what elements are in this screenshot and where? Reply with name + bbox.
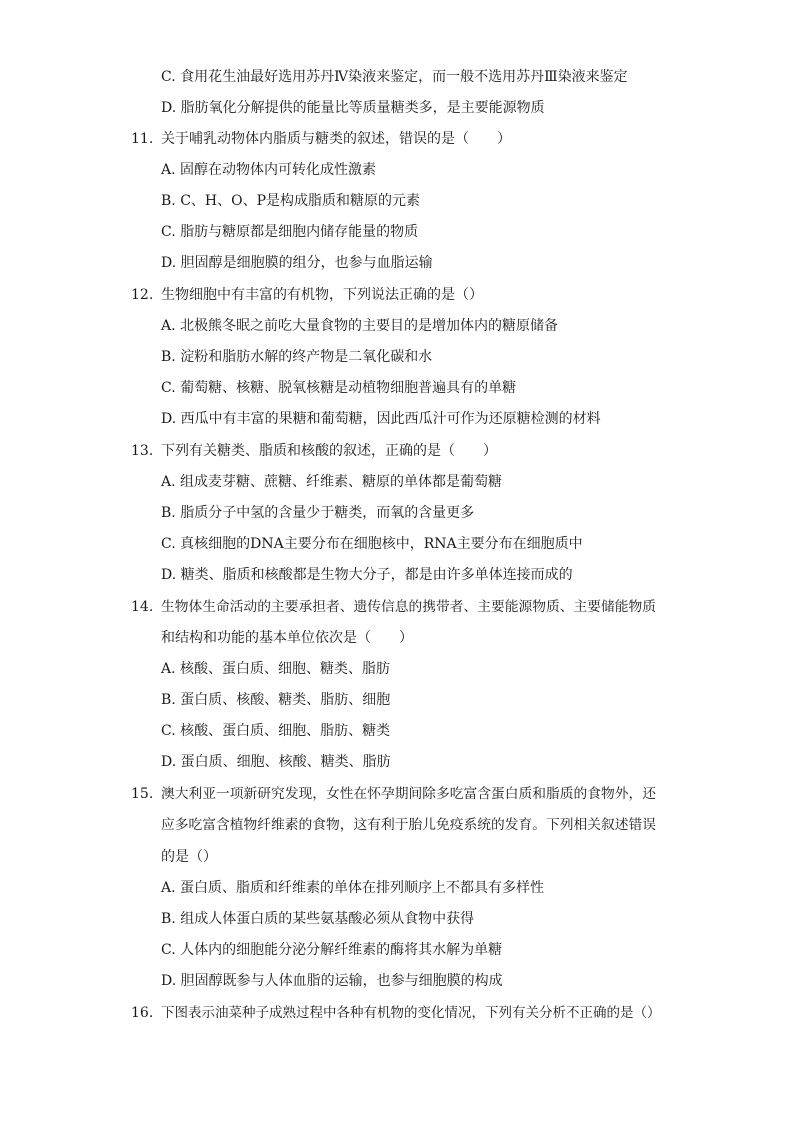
option-line: D. 糖类、脂质和核酸都是生物大分子，都是由许多单体连接而成的 — [161, 567, 573, 583]
question-text: 下列有关糖类、脂质和核酸的叙述，正确的是（ ） — [161, 443, 497, 459]
question-14 — [0, 597, 793, 617]
question-text-continued: 和结构和功能的基本单位依次是（ ） — [161, 630, 413, 646]
option-line: D. 脂肪氧化分解提供的能量比等质量糖类多，是主要能源物质 — [161, 100, 545, 116]
question-number: 12. — [131, 287, 154, 303]
question-11 — [0, 129, 793, 149]
option-line: B. 淀粉和脂肪水解的终产物是二氧化碳和水 — [161, 349, 433, 365]
option-line: A. 蛋白质、脂质和纤维素的单体在排列顺序上不都具有多样性 — [161, 880, 545, 896]
option-line: A. 核酸、蛋白质、细胞、糖类、脂肪 — [161, 661, 391, 677]
option-line: B. 蛋白质、核酸、糖类、脂肪、细胞 — [161, 692, 391, 708]
option-line: D. 蛋白质、细胞、核酸、糖类、脂肪 — [161, 754, 391, 770]
question-13 — [0, 441, 793, 461]
question-text-continued: 应多吃富含植物纤维素的食物，这有利于胎儿免疫系统的发育。下列相关叙述错误 — [161, 817, 657, 833]
question-text: 关于哺乳动物体内脂质与糖类的叙述，错误的是（ ） — [161, 131, 511, 147]
option-line: B. C、H、O、P是构成脂质和糖原的元素 — [161, 193, 421, 209]
option-line: D. 胆固醇既参与人体血脂的运输，也参与细胞膜的构成 — [161, 973, 503, 989]
question-text: 下图表示油菜种子成熟过程中各种有机物的变化情况，下列有关分析不正确的是（） — [161, 1005, 661, 1021]
question-number: 13. — [131, 443, 154, 459]
question-text: 澳大利亚一项新研究发现，女性在怀孕期间除多吃富含蛋白质和脂质的食物外，还 — [161, 786, 657, 802]
question-12 — [0, 285, 793, 305]
option-line: C. 食用花生油最好选用苏丹Ⅳ染液来鉴定，而一般不选用苏丹Ⅲ染液来鉴定 — [161, 69, 628, 85]
question-number: 15. — [131, 786, 154, 802]
question-15 — [0, 784, 793, 804]
option-line: C. 真核细胞的DNA主要分布在细胞核中，RNA主要分布在细胞质中 — [161, 536, 583, 552]
question-text-continued: 的是（） — [161, 849, 217, 865]
option-line: C. 核酸、蛋白质、细胞、脂肪、糖类 — [161, 723, 391, 739]
question-16 — [0, 1003, 793, 1023]
option-line: D. 西瓜中有丰富的果糖和葡萄糖，因此西瓜汁可作为还原糖检测的材料 — [161, 411, 601, 427]
question-number: 11. — [131, 131, 154, 147]
option-line: C. 人体内的细胞能分泌分解纤维素的酶将其水解为单糖 — [161, 942, 503, 958]
option-line: A. 固醇在动物体内可转化成性激素 — [161, 162, 377, 178]
option-line: C. 葡萄糖、核糖、脱氧核糖是动植物细胞普遍具有的单糖 — [161, 380, 517, 396]
option-line: C. 脂肪与糖原都是细胞内储存能量的物质 — [161, 224, 419, 240]
question-text: 生物细胞中有丰富的有机物，下列说法正确的是（） — [161, 287, 483, 303]
option-line: D. 胆固醇是细胞膜的组分，也参与血脂运输 — [161, 255, 433, 271]
option-line: B. 脂质分子中氢的含量少于糖类，而氧的含量更多 — [161, 505, 475, 521]
question-number: 14. — [131, 599, 154, 615]
option-line: A. 组成麦芽糖、蔗糖、纤维素、糖原的单体都是葡萄糖 — [161, 474, 503, 490]
question-text: 生物体生命活动的主要承担者、遗传信息的携带者、主要能源物质、主要储能物质 — [161, 599, 657, 615]
option-line: A. 北极熊冬眠之前吃大量食物的主要目的是增加体内的糖原储备 — [161, 318, 559, 334]
question-number: 16. — [131, 1005, 154, 1021]
option-line: B. 组成人体蛋白质的某些氨基酸必须从食物中获得 — [161, 911, 475, 927]
